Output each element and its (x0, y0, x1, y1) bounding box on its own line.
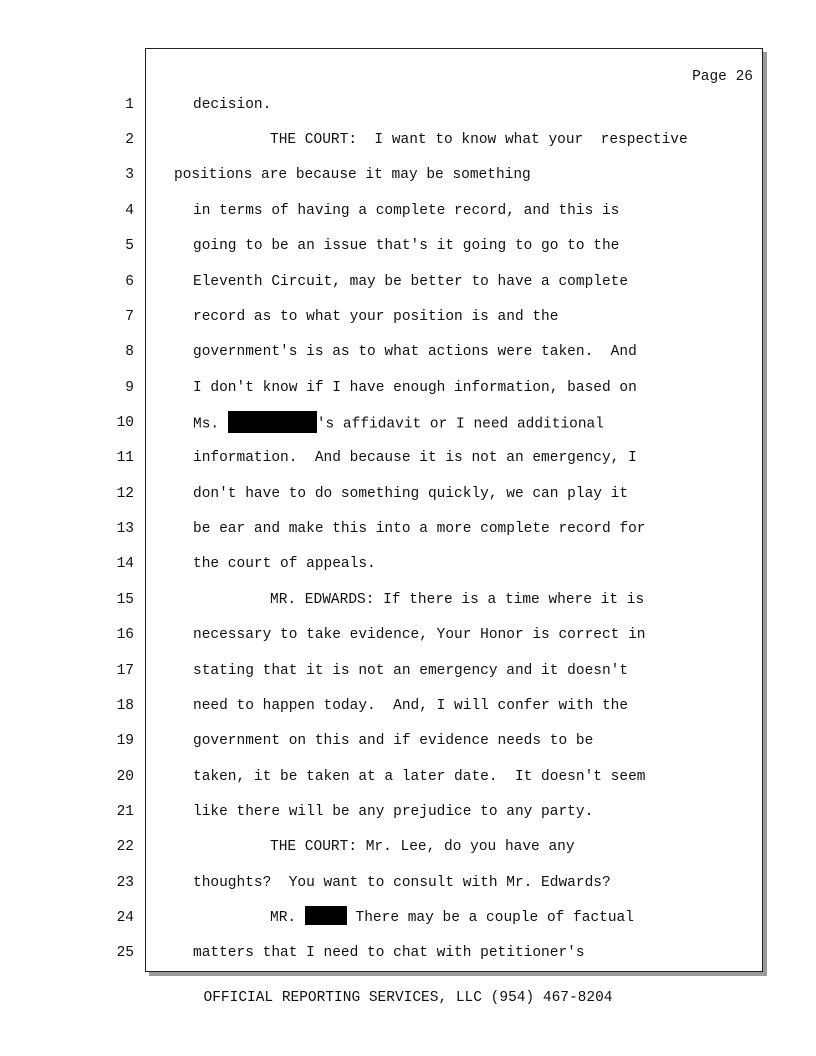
line-number: 11 (116, 450, 134, 466)
redaction-bar (228, 411, 317, 433)
transcript-line: need to happen today. And, I will confer with the (193, 698, 629, 714)
line-remainder: 's affidavit or I need additional (316, 416, 604, 433)
line-number: 13 (116, 521, 134, 537)
redaction-bar (305, 906, 347, 925)
transcript-line: Eleventh Circuit, may be better to have a complete (193, 274, 629, 290)
transcript-line: record as to what your position is and the (193, 309, 559, 325)
transcript-line: stating that it is not an emergency and it doesn't (193, 663, 629, 679)
transcript-line: in terms of having a complete record, and this is (193, 203, 620, 219)
line-number: 14 (116, 556, 134, 572)
line-number: 23 (116, 875, 134, 891)
transcript-line: THE COURT: Mr. Lee, do you have any (270, 839, 575, 855)
line-number: 15 (116, 592, 134, 608)
transcript-line: the court of appeals. (193, 556, 376, 572)
line-number: 8 (125, 344, 134, 360)
line-number: 24 (116, 910, 134, 926)
line-number: 10 (116, 415, 134, 431)
transcript-line: MR. EDWARDS: If there is a time where it is (270, 592, 645, 608)
transcript-line: government on this and if evidence needs to be (193, 733, 594, 749)
line-number: 3 (125, 167, 134, 183)
line-number: 18 (116, 698, 134, 714)
line-number: 2 (125, 132, 134, 148)
line-remainder-text: There may be a couple of factual (355, 910, 634, 926)
line-number: 6 (125, 274, 134, 290)
line-number: 12 (116, 486, 134, 502)
line-number: 9 (125, 380, 134, 396)
transcript-line-redacted (193, 414, 604, 433)
transcript-line: matters that I need to chat with petitioner's (193, 945, 585, 961)
line-number: 17 (116, 663, 134, 679)
line-remainder (347, 910, 356, 926)
transcript-line: be ear and make this into a more complete record for (193, 521, 646, 537)
transcript-line: positions are because it may be something (174, 167, 531, 183)
transcript-line: government's is as to what actions were taken. And (193, 344, 637, 360)
line-prefix: MR. (270, 910, 305, 926)
line-number: 5 (125, 238, 134, 254)
transcript-line: THE COURT: I want to know what your respective (270, 132, 688, 148)
transcript-line: don't have to do something quickly, we can play it (193, 486, 629, 502)
transcript-line: going to be an issue that's it going to go to the (193, 238, 620, 254)
line-number: 22 (116, 839, 134, 855)
transcript-line: thoughts? You want to consult with Mr. Edwards? (193, 875, 611, 891)
line-number: 21 (116, 804, 134, 820)
line-number: 19 (116, 733, 134, 749)
reporter-footer: OFFICIAL REPORTING SERVICES, LLC (954) 467-8204 (203, 990, 613, 1006)
transcript-line: information. And because it is not an emergency, I (193, 450, 637, 466)
transcript-line: I don't know if I have enough information, based on (193, 380, 637, 396)
line-number: 7 (125, 309, 134, 325)
line-number: 20 (116, 769, 134, 785)
transcript-line: like there will be any prejudice to any party. (193, 804, 594, 820)
line-number: 16 (116, 627, 134, 643)
page-number: Page 26 (692, 69, 753, 85)
line-number: 1 (125, 97, 134, 113)
transcript-line-redacted (270, 909, 634, 927)
line-prefix: Ms. (193, 416, 228, 433)
transcript-line: decision. (193, 97, 272, 113)
transcript-page-frame (145, 48, 763, 972)
line-number: 4 (125, 203, 134, 219)
transcript-line: necessary to take evidence, Your Honor is correct in (193, 627, 646, 643)
line-number: 25 (116, 945, 134, 961)
transcript-line: taken, it be taken at a later date. It doesn't seem (193, 769, 646, 785)
